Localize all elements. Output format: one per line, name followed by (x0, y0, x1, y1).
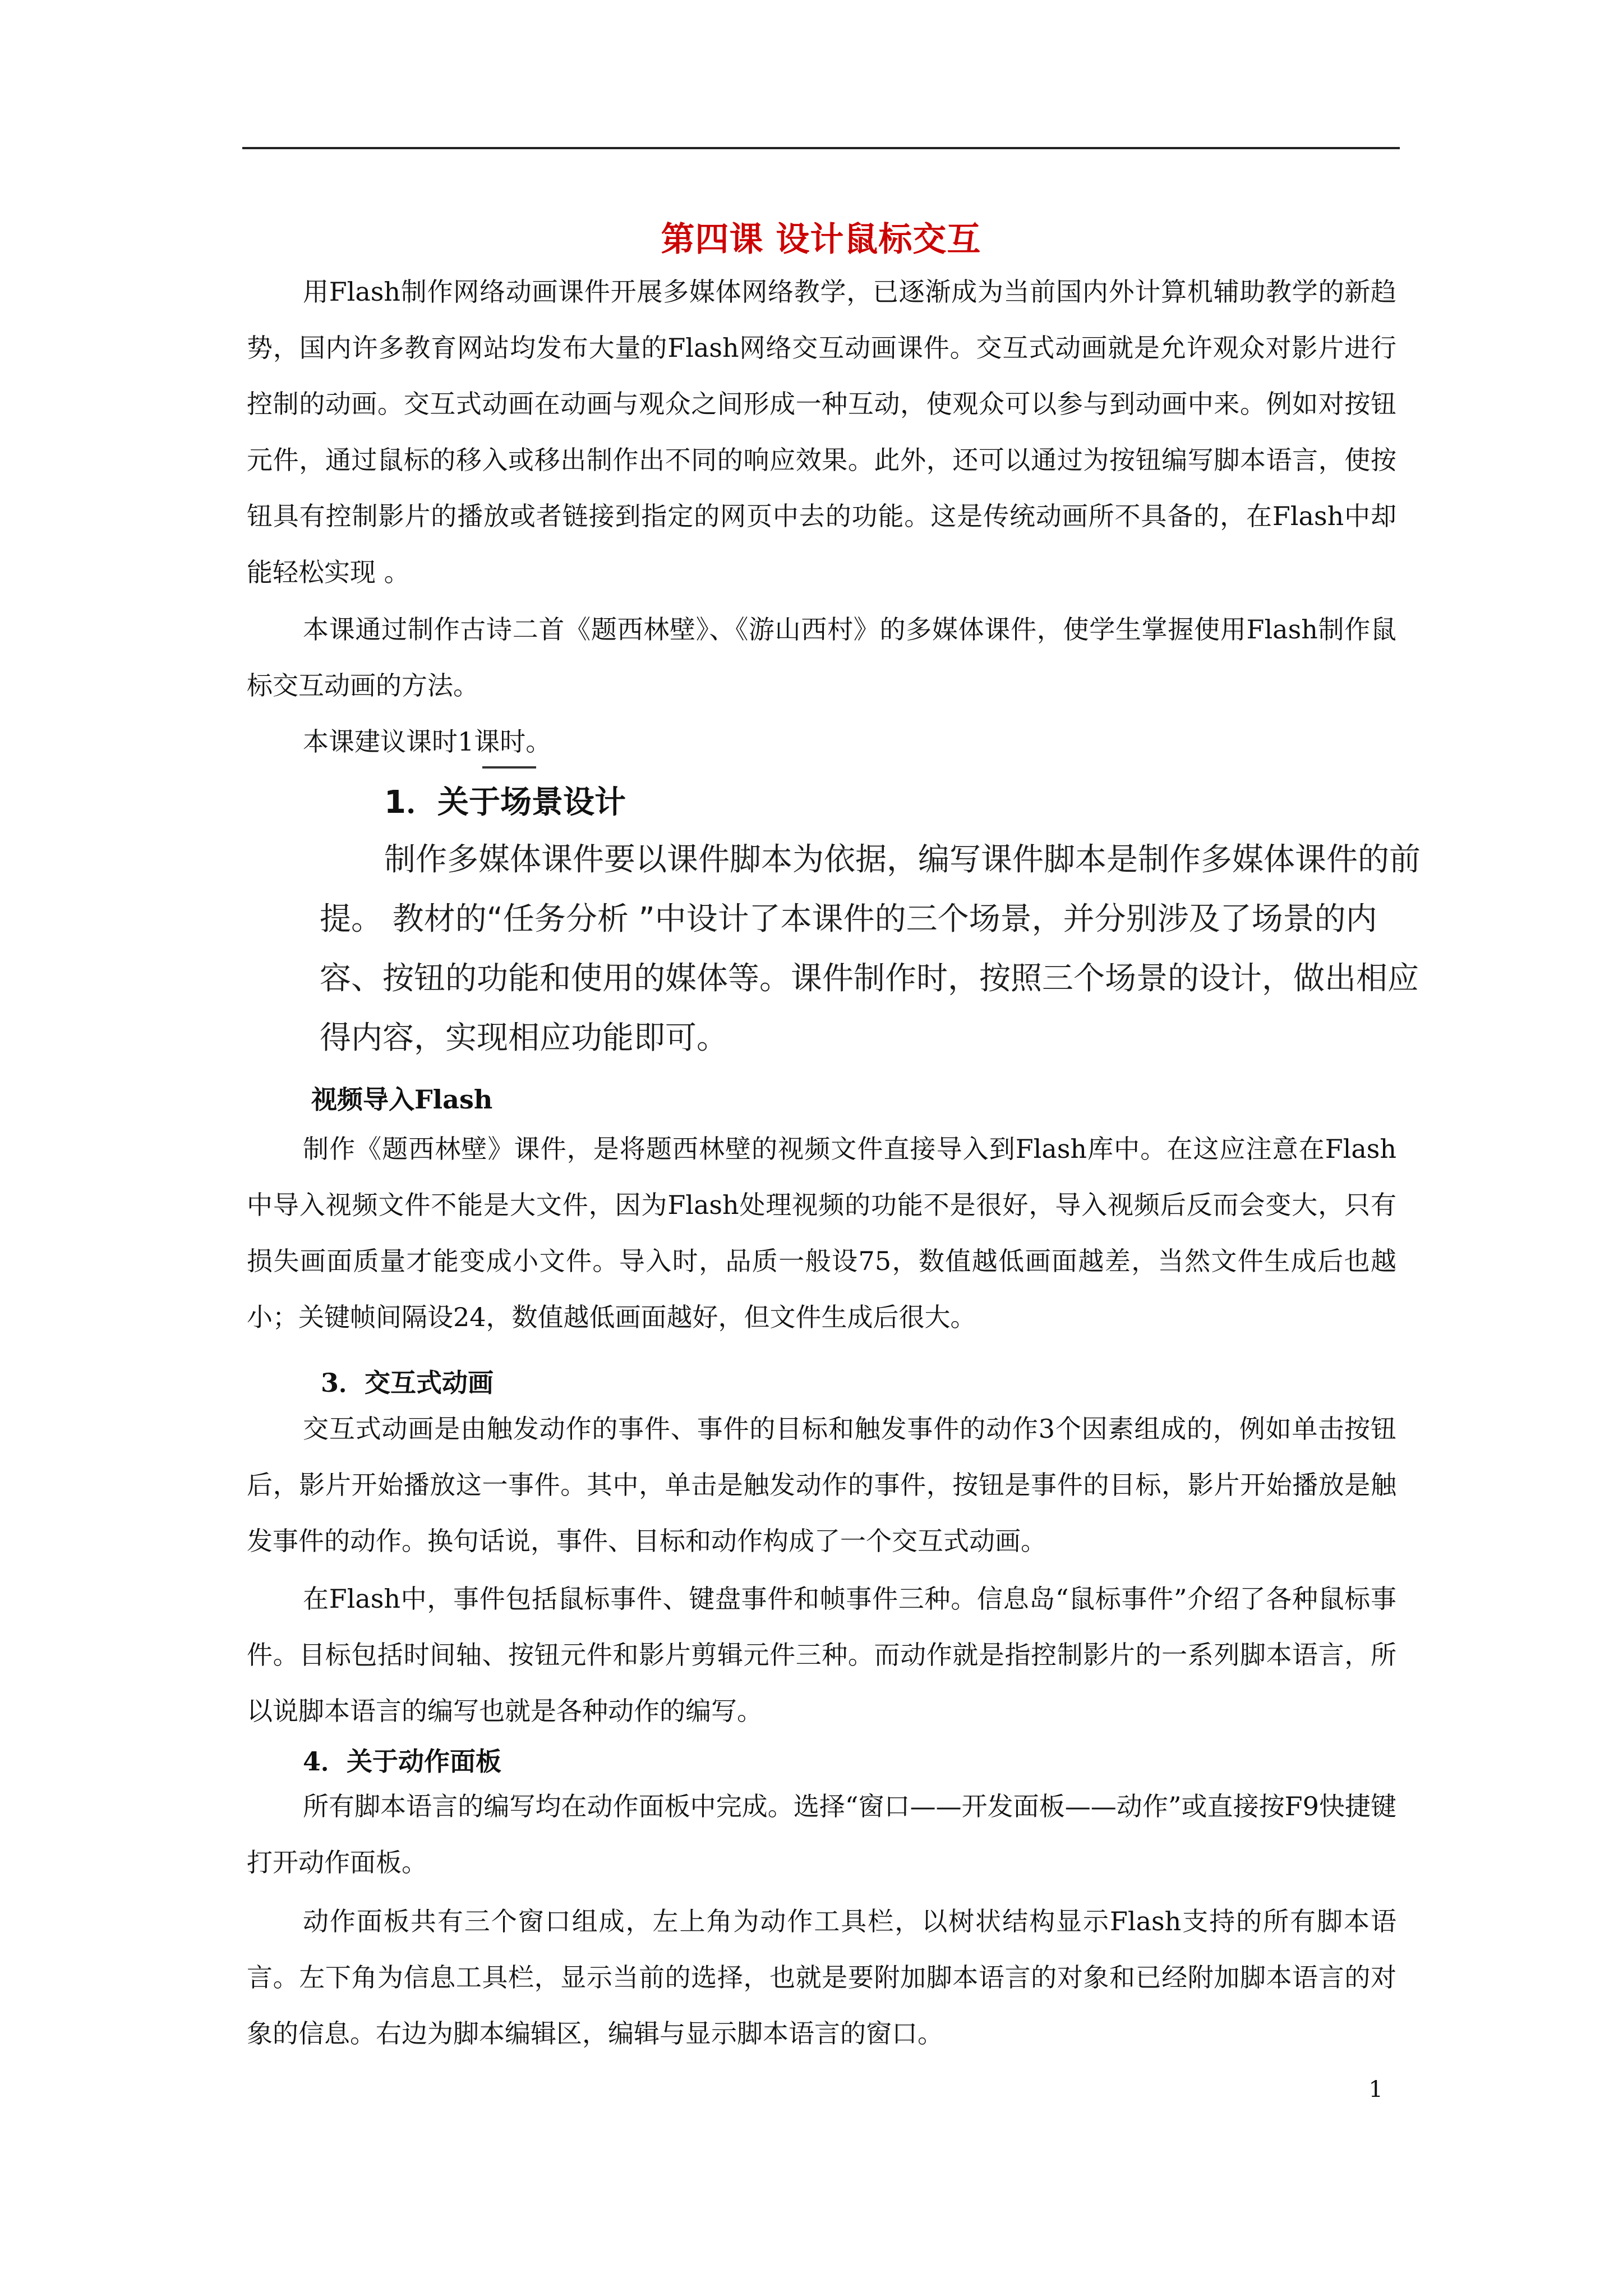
section-3-heading: 3．交互式动画 (321, 1368, 494, 1398)
section-3-paragraph-2: 在Flash中，事件包括鼠标事件、键盘事件和帧事件三种。信息岛“鼠标事件”介绍了各种鼠标事件。目标包括时间轴、按钮元件和影片剪辑元件三种。而动作就是指控制影片的一系列脚本语言，所以说脚本语言的编写也就是各种动作的编写。 (247, 1584, 1396, 1726)
section-2-body: 制作《题西林壁》课件，是将题西林壁的视频文件直接导入到Flash库中。在这应注意在Flash中导入视频文件不能是大文件，因为Flash处理视频的功能不是很好，导入视频后反而会变大，只有损失画面质量才能变成小文件。导入时，品质一般设75，数值越低画面越差，当然文件生成后也越小；关键帧间隔设24，数值越低画面越好，但文件生成后很大。 (247, 1134, 1396, 1332)
intro-paragraph-1: 用Flash制作网络动画课件开展多媒体网络教学，已逐渐成为当前国内外计算机辅助教学的新趋势，国内许多教育网站均发布大量的Flash网络交互动画课件。交互式动画就是允许观众对影片进行控制的动画。交互式动画在动画与观众之间形成一种互动，使观众可以参与到动画中来。例如对按钮元件，通过鼠标的移入或移出制作出不同的响应效果。此外，还可以通过为按钮编写脚本语言，使按钮具有控制影片的播放或者链接到指定的网页中去的功能。这是传统动画所不具备的，在Flash中却能轻松实现 。 (247, 277, 1396, 587)
section-4-heading: 4．关于动作面板 (303, 1746, 502, 1777)
section-1-heading: 1．关于场景设计 (384, 784, 626, 821)
page-number: 1 (1368, 2077, 1383, 2102)
page-title: 第四课 设计鼠标交互 (661, 220, 981, 260)
section-2-heading: 视频导入Flash (311, 1084, 493, 1115)
header-rule (242, 147, 1400, 149)
section-1-body: 制作多媒体课件要以课件脚本为依据，编写课件脚本是制作多媒体课件的前提。 教材的“任务分析 ”中设计了本课件的三个场景，并分别涉及了场景的内容、按钮的功能和使用的媒体等。课件制作时，按照三个场景的设计，做出相应得内容，实现相应功能即可。 (320, 841, 1421, 1056)
intro-paragraph-2: 本课通过制作古诗二首《题西林壁》、《游山西村》的多媒体课件，使学生掌握使用Flash制作鼠标交互动画的方法。 (247, 614, 1396, 701)
section-4-paragraph-2: 动作面板共有三个窗口组成，左上角为动作工具栏，以树状结构显示Flash支持的所有脚本语言。左下角为信息工具栏，显示当前的选择，也就是要附加脚本语言的对象和已经附加脚本语言的对象的信息。右边为脚本编辑区，编辑与显示脚本语言的窗口。 (247, 1906, 1396, 2049)
section-3-paragraph-1: 交互式动画是由触发动作的事件、事件的目标和触发事件的动作3个因素组成的，例如单击按钮后，影片开始播放这一事件。其中，单击是触发动作的事件，按钮是事件的目标，影片开始播放是触发事件的动作。换句话说，事件、目标和动作构成了一个交互式动画。 (247, 1414, 1396, 1556)
intro-paragraph-3: 本课建议课时1课时。 (303, 726, 552, 757)
section-4-paragraph-1: 所有脚本语言的编写均在动作面板中完成。选择“窗口——开发面板——动作”或直接按F9快捷键打开动作面板。 (247, 1791, 1396, 1878)
scan-artifact-line (482, 766, 536, 769)
